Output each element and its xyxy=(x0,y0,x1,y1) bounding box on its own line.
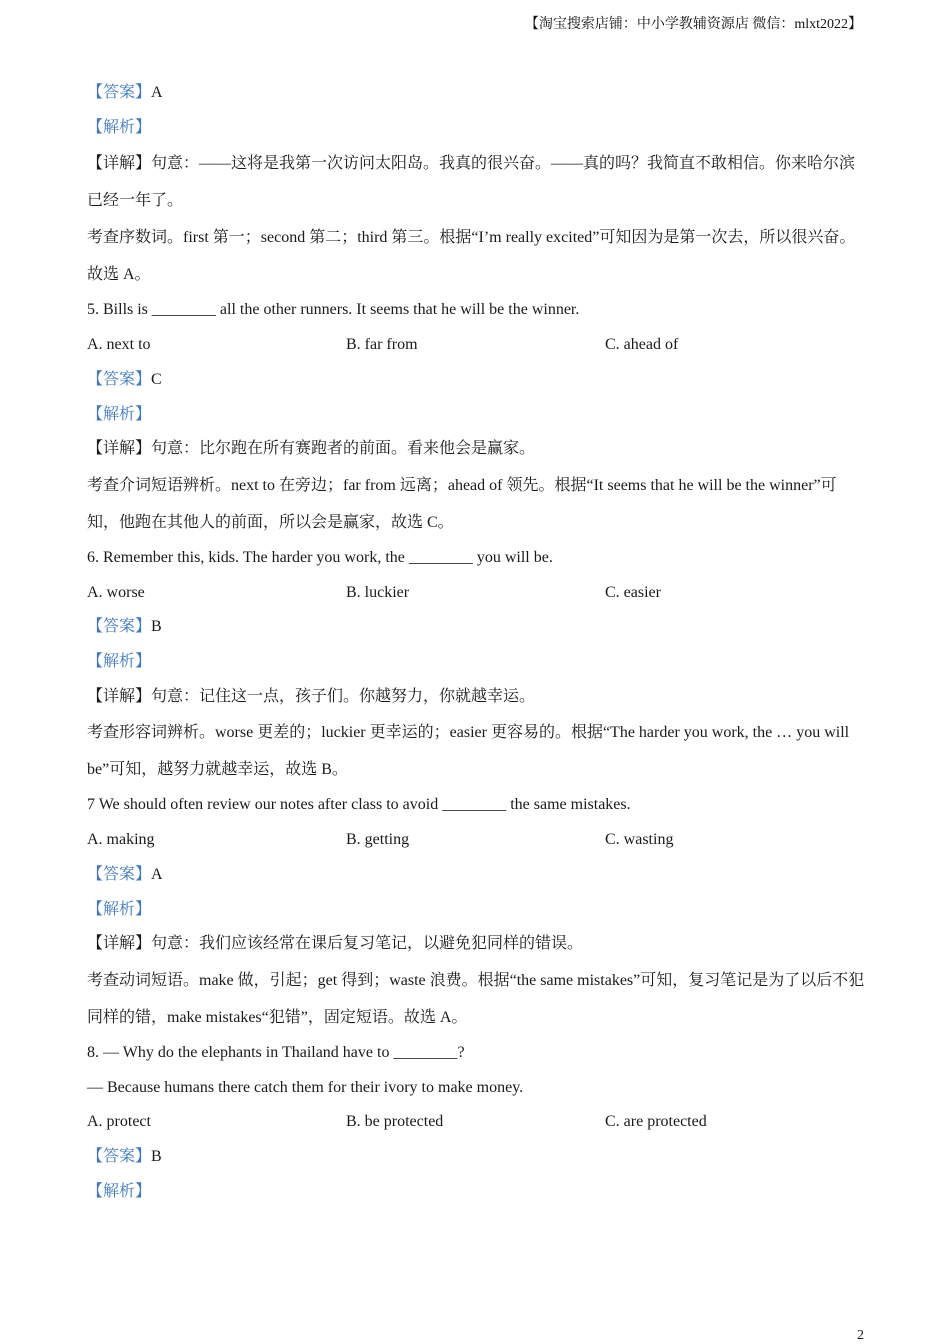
option-b: B. be protected xyxy=(346,1113,444,1131)
answer-tag: 【答案】 xyxy=(87,84,152,101)
detail-text: 句意：——这将是我第一次访问太阳岛。我真的很兴奋。——真的吗？我简直不敢相信。你来哈尔滨已经一年了。 xyxy=(87,155,856,210)
analysis-tag: 【解析】 xyxy=(87,118,152,136)
analysis-tag: 【解析】 xyxy=(87,1182,152,1200)
answer-line xyxy=(87,76,865,111)
explanation-text: 考查动词短语。make 做，引起；get 得到；waste 浪费。根据“the same mistakes”可知，复习笔记是为了以后不犯同样的错，make mistakes“犯错”，固定短语。故选 A。 xyxy=(87,971,865,1026)
detail-line xyxy=(87,927,865,962)
option-a: A. worse xyxy=(87,583,145,601)
detail-line xyxy=(87,432,865,467)
answer-line xyxy=(87,858,865,893)
options-q6 xyxy=(87,576,865,611)
detail-text: 句意：我们应该经常在课后复习笔记，以避免犯同样的错误。 xyxy=(151,935,584,953)
option-a: A. next to xyxy=(87,336,151,354)
option-c: C. wasting xyxy=(605,831,674,849)
option-c: C. ahead of xyxy=(605,336,679,354)
option-c: C. are protected xyxy=(605,1113,707,1131)
answer-value: A xyxy=(151,865,163,883)
option-b: B. getting xyxy=(346,831,410,849)
options-q7 xyxy=(87,823,865,858)
option-c: C. easier xyxy=(605,583,661,601)
answer-line xyxy=(87,363,865,398)
answer-tag: 【答案】 xyxy=(87,1148,152,1166)
answer-value: C xyxy=(151,370,162,388)
question-6: 6. Remember this, kids. The harder you work, the ________ you will be. xyxy=(87,548,553,566)
question-7: 7 We should often review our notes after class to avoid ________ the same mistakes. xyxy=(87,796,631,814)
question-8-response: — Because humans there catch them for their ivory to make money. xyxy=(87,1078,524,1096)
detail-prefix: 【详解】 xyxy=(87,440,152,458)
option-b: B. far from xyxy=(346,336,418,354)
answer-value: B xyxy=(151,618,162,636)
answer-tag: 【答案】 xyxy=(87,370,152,388)
analysis-tag: 【解析】 xyxy=(87,405,152,423)
option-a: A. protect xyxy=(87,1113,151,1131)
options-q8 xyxy=(87,1105,865,1140)
detail-line xyxy=(87,680,865,715)
option-b: B. luckier xyxy=(346,583,410,601)
answer-value: B xyxy=(151,1148,162,1166)
document-body xyxy=(87,76,865,1209)
answer-tag: 【答案】 xyxy=(87,865,152,883)
analysis-tag: 【解析】 xyxy=(87,900,152,918)
answer-tag: 【答案】 xyxy=(87,618,152,636)
question-8: 8. — Why do the elephants in Thailand have to ________? xyxy=(87,1043,465,1061)
explanation-text: 考查形容词辨析。worse 更差的；luckier 更幸运的；easier 更容易的。根据“The harder you work, the … you will be”可知，越努力就越幸运，故选 B。 xyxy=(87,724,850,779)
answer-line xyxy=(87,610,865,645)
detail-line xyxy=(87,145,865,219)
answer-line xyxy=(87,1140,865,1175)
page-header: 【淘宝搜索店铺：中小学教辅资源店 微信：mlxt2022】 xyxy=(524,17,862,32)
detail-prefix: 【详解】 xyxy=(87,155,152,173)
option-a: A. making xyxy=(87,831,155,849)
question-5: 5. Bills is ________ all the other runners. It seems that he will be the winner. xyxy=(87,301,580,319)
options-q5 xyxy=(87,328,865,363)
explanation-text: 考查序数词。first 第一；second 第二；third 第三。根据“I’m really excited”可知因为是第一次去，所以很兴奋。故选 A。 xyxy=(87,229,856,284)
analysis-tag: 【解析】 xyxy=(87,653,152,671)
detail-prefix: 【详解】 xyxy=(87,935,152,953)
page-number: 2 xyxy=(857,1328,864,1343)
answer-value: A xyxy=(151,84,163,101)
detail-text: 句意：记住这一点，孩子们。你越努力，你就越幸运。 xyxy=(151,687,536,705)
detail-text: 句意：比尔跑在所有赛跑者的前面。看来他会是赢家。 xyxy=(151,440,536,458)
explanation-text: 考查介词短语辨析。next to 在旁边；far from 远离；ahead of 领先。根据“It seems that he will be the winner”可知，他跑在其他人的前面，所以会是赢家，故选 C。 xyxy=(87,476,837,531)
detail-prefix: 【详解】 xyxy=(87,687,152,705)
